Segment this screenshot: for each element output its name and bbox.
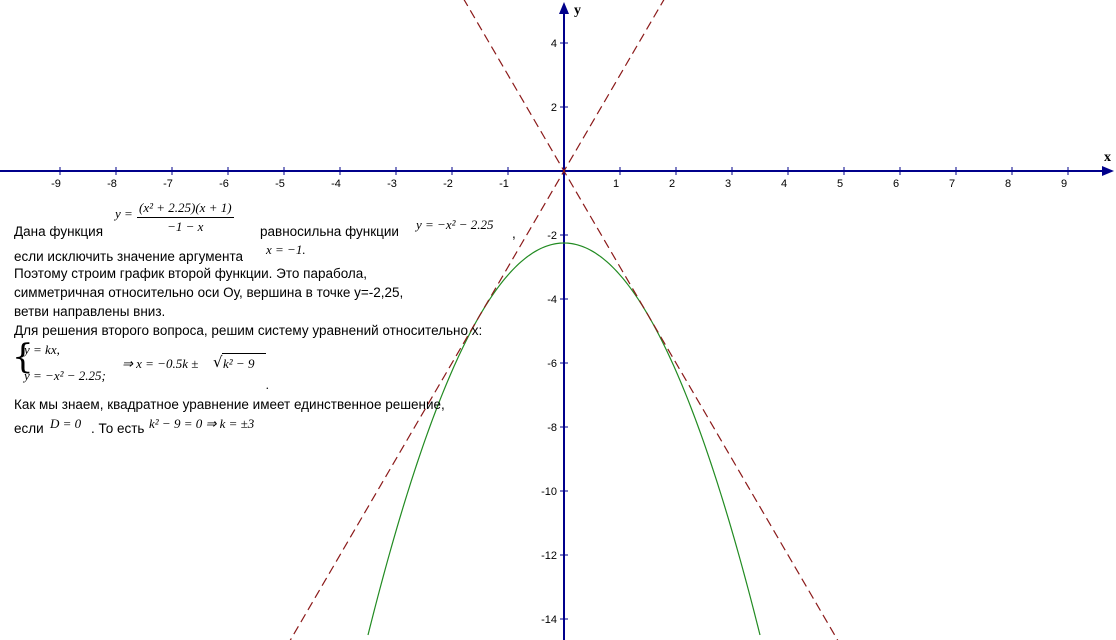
text-given-function: Дана функция xyxy=(14,224,104,239)
series-curve-1 xyxy=(287,0,665,640)
math-sys-dot: . xyxy=(266,377,270,392)
y-tick-label: -6 xyxy=(547,358,557,370)
system-brace: { xyxy=(12,337,34,377)
x-tick-label: -1 xyxy=(499,178,509,190)
text-equivalent: равносильна функции xyxy=(260,224,399,239)
math-func-lhs: y = xyxy=(115,206,133,221)
math-system-eq1: y = kx, xyxy=(24,342,60,357)
text-comma: , xyxy=(512,226,516,241)
math-sqrt-content: k² − 9 xyxy=(223,356,255,371)
x-tick-label: 5 xyxy=(836,178,844,190)
y-tick-label: 2 xyxy=(550,102,557,114)
sqrt-bar xyxy=(222,353,266,354)
math-exclude-value: x = −1. xyxy=(266,242,306,257)
math-discriminant: D = 0 xyxy=(50,416,82,431)
x-tick-label: 1 xyxy=(612,178,620,190)
y-tick-label: -4 xyxy=(547,294,557,306)
x-tick-label: 4 xyxy=(780,178,788,190)
x-tick-label: 2 xyxy=(668,178,676,190)
text-line4: симметричная относительно оси Оу, вершина в точке y=-2,25, xyxy=(14,285,404,300)
y-tick-label: -14 xyxy=(541,614,557,626)
x-tick-label: 6 xyxy=(892,178,900,190)
y-tick-label: -10 xyxy=(541,486,557,498)
x-tick-label: -9 xyxy=(51,178,61,190)
math-system-eq2: y = −x² − 2.25; xyxy=(24,368,106,383)
x-tick-label: -2 xyxy=(443,178,453,190)
math-func2: y = −x² − 2.25 xyxy=(416,217,494,232)
math-system-result: ⇒ x = −0.5k ± xyxy=(122,356,199,371)
text-line3: Поэтому строим график второй функции. Это парабола, xyxy=(14,266,368,281)
x-tick-label: 7 xyxy=(948,178,956,190)
text-line5: ветви направлены вниз. xyxy=(14,304,166,319)
series-curve-2 xyxy=(463,0,844,640)
math-func-numerator: (x² + 2.25)(x + 1) xyxy=(137,200,234,218)
x-tick-label: -4 xyxy=(331,178,341,190)
text-line6: Для решения второго вопроса, решим систему уравнений относительно x: xyxy=(14,323,483,338)
y-tick-label: -8 xyxy=(547,422,557,434)
text-if: если xyxy=(14,421,44,436)
tick-labels xyxy=(51,3,1111,626)
sqrt-sign-icon: √ xyxy=(213,353,223,371)
x-axis-arrow-icon xyxy=(1102,166,1114,176)
x-tick-label: -8 xyxy=(107,178,117,190)
x-tick-label: 3 xyxy=(724,178,732,190)
y-axis-label: y xyxy=(574,3,581,18)
math-func-denominator: −1 − x xyxy=(167,219,204,234)
x-tick-label: -6 xyxy=(219,178,229,190)
x-tick-label: 8 xyxy=(1004,178,1012,190)
axes xyxy=(0,2,1114,640)
text-exclude: если исключить значение аргумента xyxy=(14,249,243,264)
y-tick-label: 4 xyxy=(550,38,557,50)
y-axis-arrow-icon xyxy=(559,2,569,14)
math-func-fraction xyxy=(137,200,234,235)
math-k-solution: k² − 9 = 0 ⇒ k = ±3 xyxy=(149,416,255,431)
y-tick-label: -12 xyxy=(541,550,557,562)
x-tick-label: -3 xyxy=(387,178,397,190)
x-tick-label: 9 xyxy=(1060,178,1068,190)
x-tick-label: -5 xyxy=(275,178,285,190)
x-axis-label: x xyxy=(1104,150,1111,165)
text-line7: Как мы знаем, квадратное уравнение имеет единственное решение, xyxy=(14,397,445,412)
text-that-is: . То есть xyxy=(91,421,145,436)
y-tick-label: -2 xyxy=(547,230,557,242)
x-tick-label: -7 xyxy=(163,178,173,190)
